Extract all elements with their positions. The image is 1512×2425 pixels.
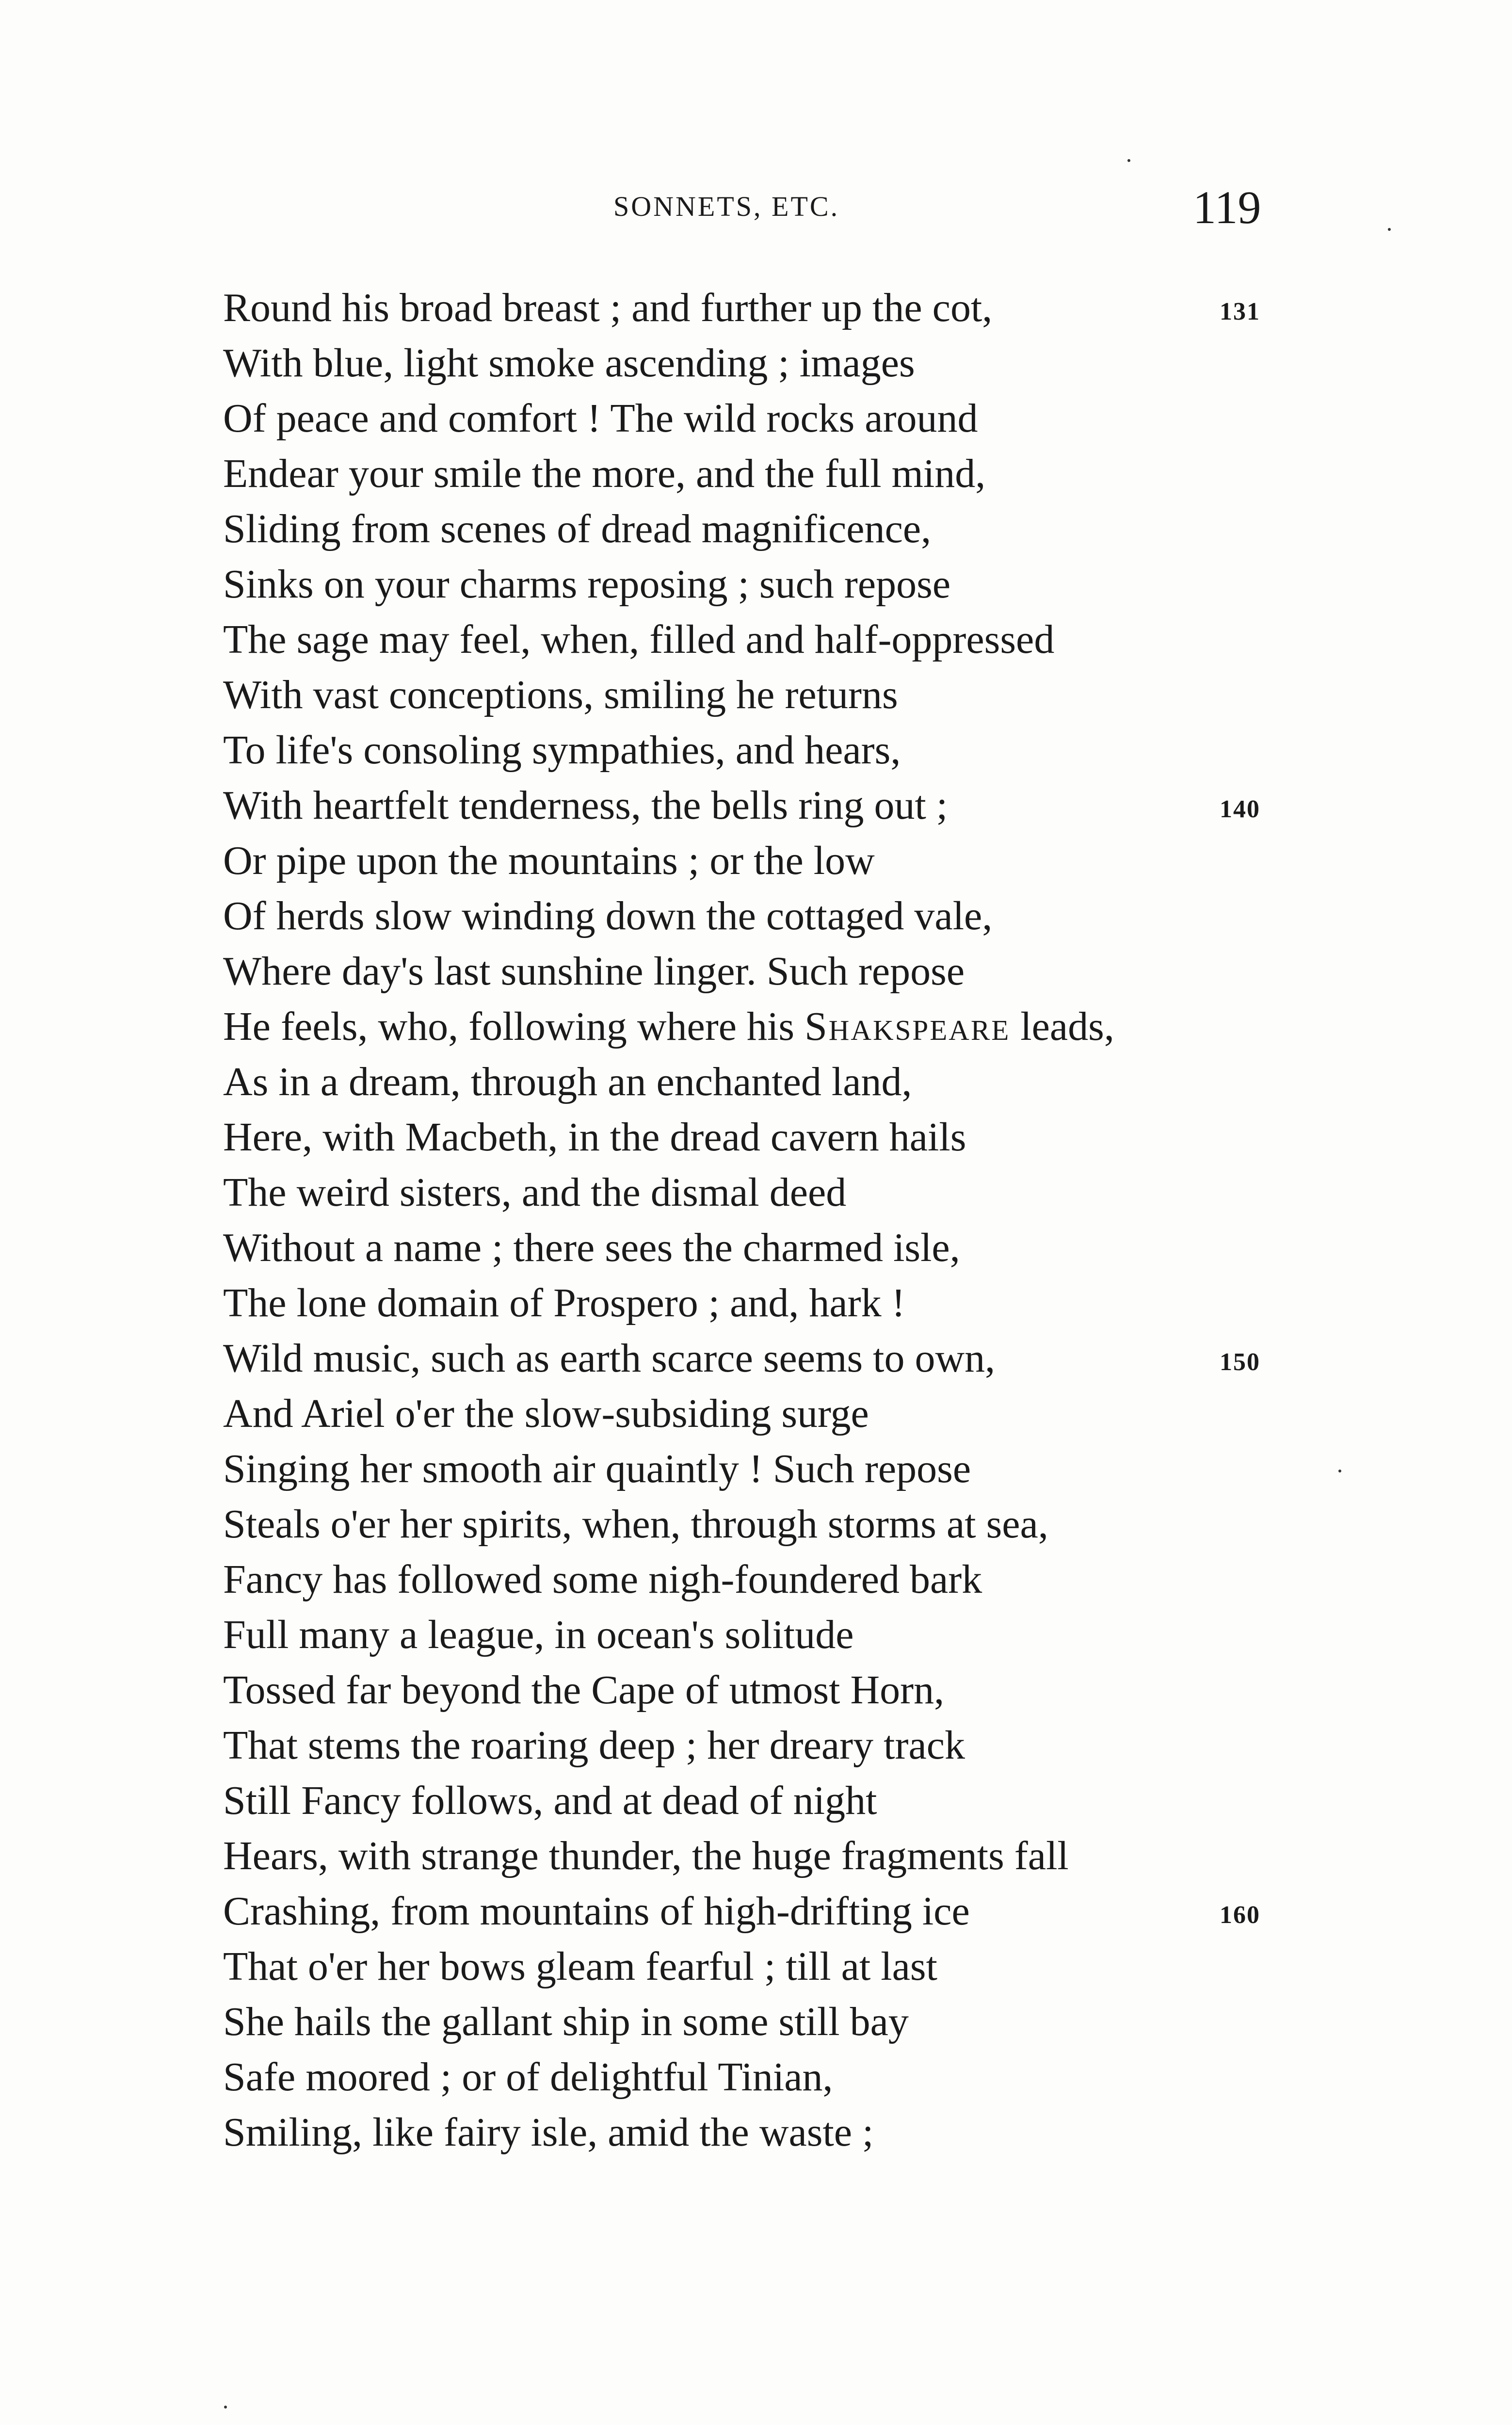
line-number: 140	[1220, 795, 1260, 823]
poem-line	[223, 446, 1338, 501]
line-number: 150	[1220, 1348, 1260, 1376]
poem-line	[223, 1497, 1338, 1552]
poem-line	[223, 833, 1338, 889]
poem-line-text: Of peace and comfort ! The wild rocks around	[223, 396, 978, 441]
poem-line	[223, 612, 1338, 667]
poem-line	[223, 1994, 1338, 2050]
poem-line-text: That o'er her bows gleam fearful ; till at last	[223, 1944, 937, 1989]
paper-speck	[1388, 228, 1391, 231]
paper-speck	[1338, 1470, 1341, 1472]
poem-line-text: The sage may feel, when, filled and half-oppressed	[223, 617, 1055, 662]
poem-line	[223, 1441, 1338, 1497]
poem-line-text: Tossed far beyond the Cape of utmost Horn,	[223, 1667, 945, 1713]
poem-line-text: Sliding from scenes of dread magnificence,	[223, 506, 932, 551]
poem-line-text: Hears, with strange thunder, the huge fragments fall	[223, 1833, 1069, 1878]
poem-line-text: Or pipe upon the mountains ; or the low	[223, 838, 875, 883]
poem-line-text: Where day's last sunshine linger. Such repose	[223, 949, 965, 994]
poem-line-text: Of herds slow winding down the cottaged vale,	[223, 893, 993, 938]
poem-line-text: Safe moored ; or of delightful Tinian,	[223, 2054, 833, 2100]
poem-line	[223, 667, 1338, 723]
poem-line-text: Wild music, such as earth scarce seems to own,	[223, 1336, 996, 1381]
poem-line-text: Endear your smile the more, and the full mind,	[223, 451, 986, 496]
author-name: Shakspeare	[804, 1004, 1011, 1049]
poem-line	[223, 1773, 1338, 1828]
poem-line	[223, 2050, 1338, 2105]
poem-line	[223, 1939, 1338, 1994]
poem-line	[223, 1552, 1338, 1607]
poem-line	[223, 723, 1338, 778]
poem-line	[223, 778, 1338, 833]
poem-line	[223, 1718, 1338, 1773]
poem-line-text: Fancy has followed some nigh-foundered bark	[223, 1557, 982, 1602]
poem-line-text: With blue, light smoke ascending ; images	[223, 340, 915, 386]
poem-line	[223, 1331, 1338, 1386]
poem-line	[223, 2105, 1338, 2160]
running-title: SONNETS, ETC.	[613, 191, 840, 222]
line-number: 131	[1220, 298, 1260, 325]
poem-line-text: The weird sisters, and the dismal deed	[223, 1170, 847, 1215]
poem-line	[223, 1828, 1338, 1884]
poem-line-text: With vast conceptions, smiling he returns	[223, 672, 898, 717]
poem-line-text: She hails the gallant ship in some still bay	[223, 1999, 909, 2044]
page-number: 119	[1193, 181, 1261, 233]
poem-line	[223, 336, 1338, 391]
poem-line	[223, 280, 1338, 336]
poem-line-text: The lone domain of Prospero ; and, hark !	[223, 1280, 905, 1326]
poem-line	[223, 1165, 1338, 1220]
poem-line	[223, 1220, 1338, 1276]
poem-body	[223, 280, 1338, 2160]
line-number: 160	[1220, 1901, 1260, 1929]
poem-line-text: Without a name ; there sees the charmed isle,	[223, 1225, 960, 1270]
poem-line-text: And Ariel o'er the slow-subsiding surge	[223, 1391, 869, 1436]
poem-line-text: Still Fancy follows, and at dead of night	[223, 1778, 877, 1823]
poem-line-text: Singing her smooth air quaintly ! Such repose	[223, 1446, 971, 1491]
poem-line	[223, 944, 1338, 999]
poem-line	[223, 1884, 1338, 1939]
poem-line-text: Smiling, like fairy isle, amid the waste ;	[223, 2110, 874, 2155]
poem-line	[223, 1276, 1338, 1331]
poem-line	[223, 1110, 1338, 1165]
poem-line-text: Crashing, from mountains of high-drifting ice	[223, 1889, 970, 1934]
poem-line-text: As in a dream, through an enchanted land,	[223, 1059, 912, 1104]
poem-line	[223, 889, 1338, 944]
poem-line-text: Here, with Macbeth, in the dread cavern hails	[223, 1115, 966, 1160]
poem-line	[223, 1607, 1338, 1663]
poem-line	[223, 1663, 1338, 1718]
poem-line-text: Steals o'er her spirits, when, through storms at sea,	[223, 1502, 1048, 1547]
poem-line-text: That stems the roaring deep ; her dreary track	[223, 1723, 965, 1768]
poem-line-text: He feels, who, following where his Shakspeare leads,	[223, 1004, 1114, 1049]
poem-line	[223, 999, 1338, 1054]
poem-line-text: With heartfelt tenderness, the bells ring out ;	[223, 783, 948, 828]
poem-line-text: Full many a league, in ocean's solitude	[223, 1612, 854, 1657]
poem-line-text: To life's consoling sympathies, and hears,	[223, 728, 901, 773]
poem-line	[223, 501, 1338, 557]
poem-line	[223, 391, 1338, 446]
poem-line	[223, 1386, 1338, 1441]
poem-line	[223, 557, 1338, 612]
paper-speck	[1127, 159, 1130, 162]
poem-line-text: Sinks on your charms reposing ; such repose	[223, 562, 951, 607]
paper-speck	[224, 2406, 227, 2409]
poem-line-text: Round his broad breast ; and further up the cot,	[223, 285, 993, 330]
poem-line	[223, 1054, 1338, 1110]
